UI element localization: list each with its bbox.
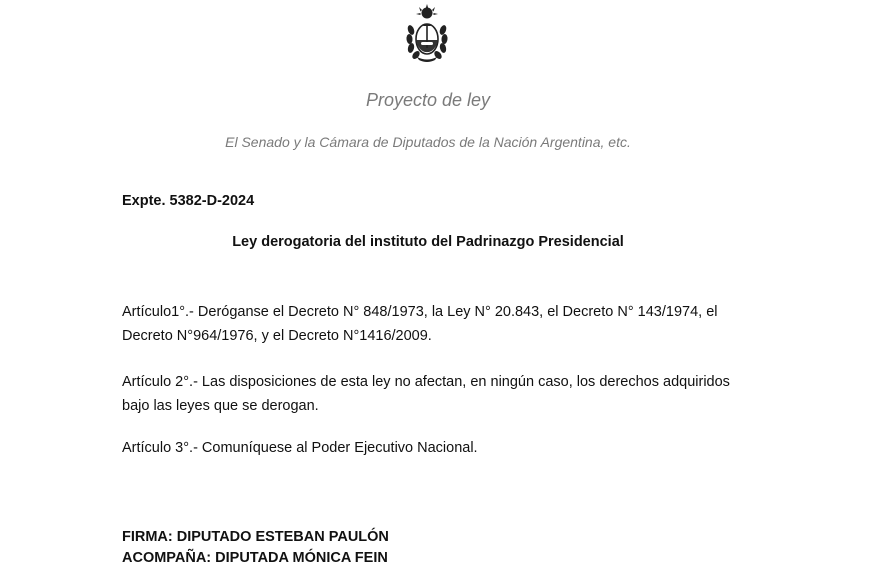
argentine-coat-of-arms-icon <box>402 4 452 62</box>
article-2: Artículo 2°.- Las disposiciones de esta ley no afectan, en ningún caso, los derechos adquiridos bajo las leyes que se derogan. <box>122 374 730 414</box>
article-1: Artículo1°.- Deróganse el Decreto N° 848/1973, la Ley N° 20.843, el Decreto N° 143/1974, el Decreto N°964/1976, y el Decreto N°1416/2009. <box>122 304 718 344</box>
file-number: Expte. 5382-D-2024 <box>122 193 255 209</box>
law-title: Ley derogatoria del instituto del Padrinazgo Presidencial <box>232 234 624 250</box>
document-type: Proyecto de ley <box>365 90 491 110</box>
article-3: Artículo 3°.- Comuníquese al Poder Ejecutivo Nacional. <box>122 440 478 456</box>
signature-line: FIRMA: DIPUTADO ESTEBAN PAULÓN <box>122 529 389 545</box>
co-signature-line: ACOMPAÑA: DIPUTADA MÓNICA FEIN <box>122 550 388 566</box>
enacting-formula: El Senado y la Cámara de Diputados de la Nación Argentina, etc. <box>225 134 631 150</box>
